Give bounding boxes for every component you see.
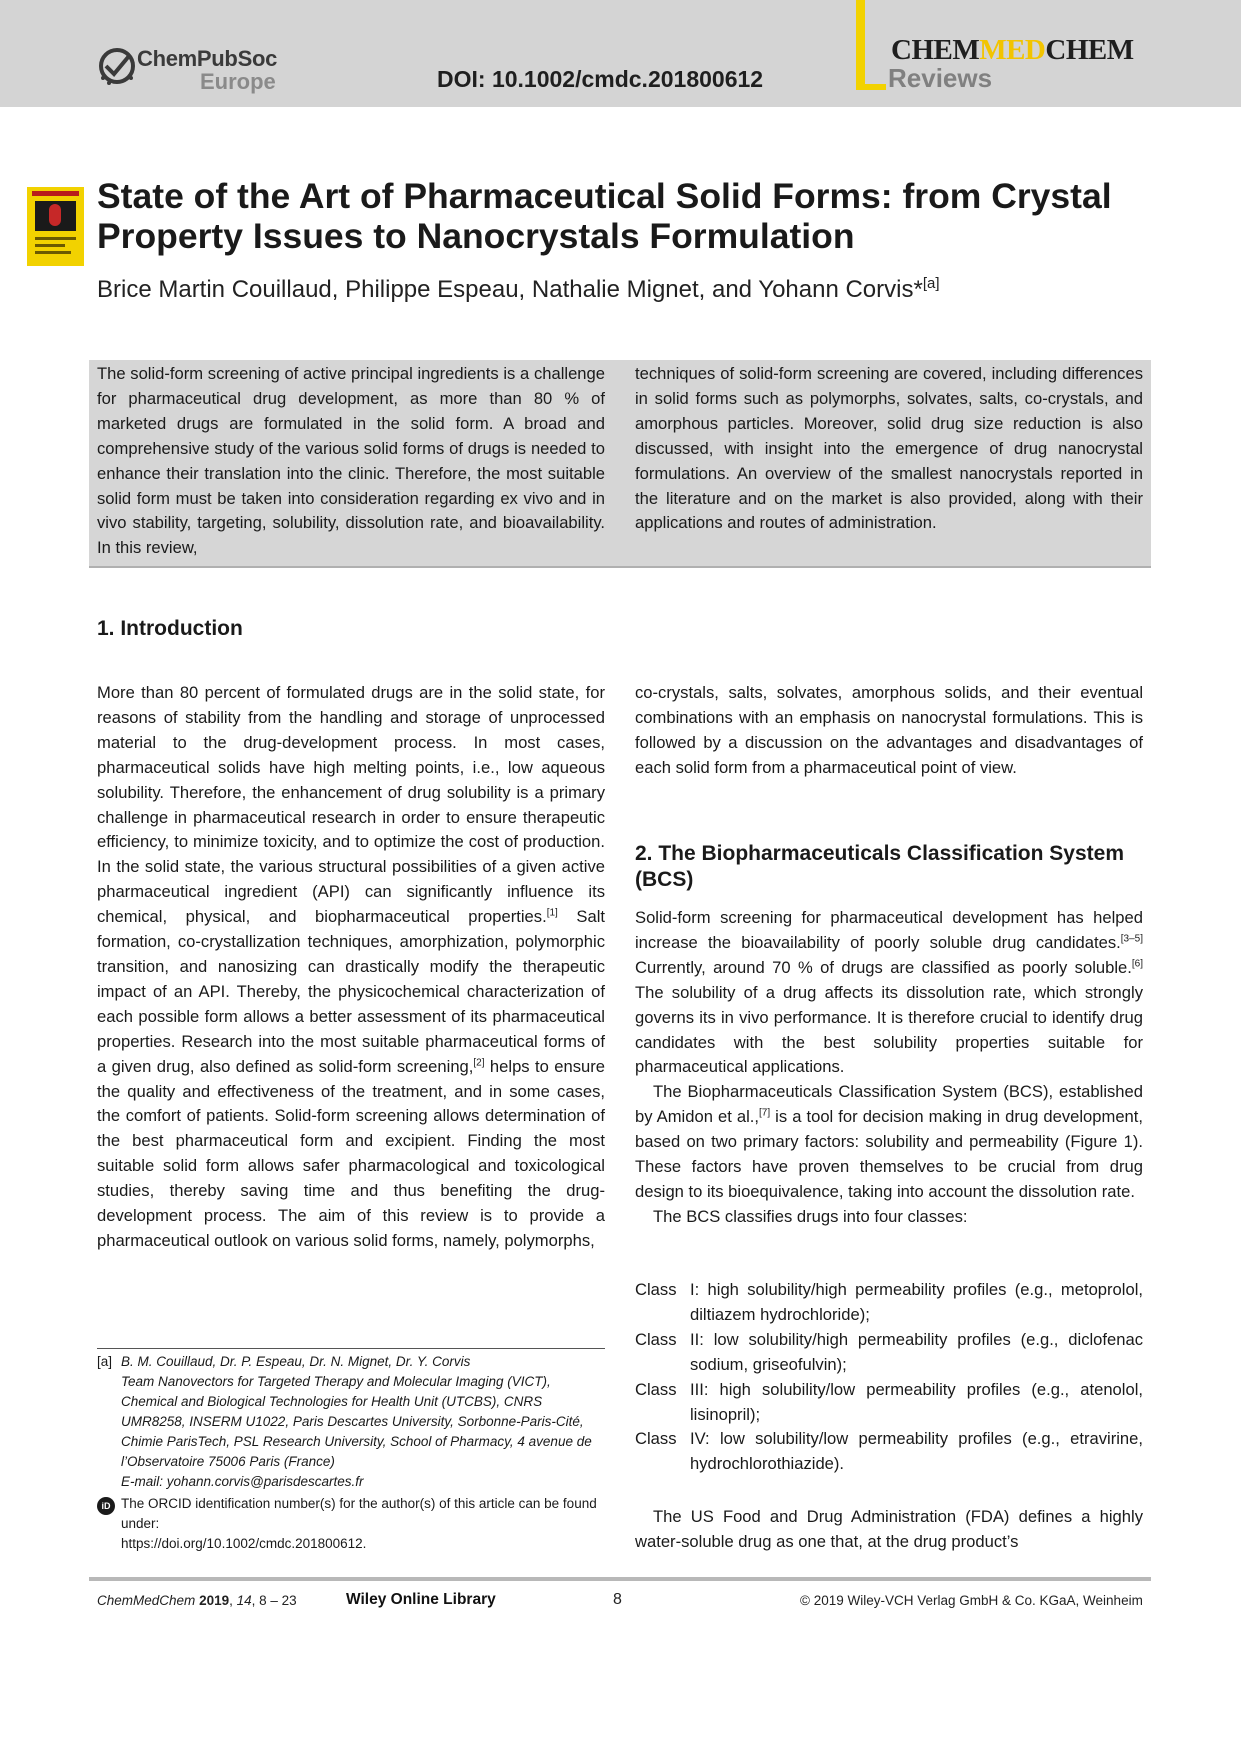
orcid-text: The ORCID identification number(s) for the author(s) of this article can be found under: [121,1496,597,1531]
class-description: IV: low solubility/low permeability profiles (e.g., etravirine, hydrochlorothiazide). [690,1429,1143,1474]
bcs-text-d: The Biopharmaceuticals Classification System (BCS), established by Amidon et al., [635,1082,1143,1127]
bcs-text-b: Currently, around 70 % of drugs are classified as poorly soluble. [635,957,1132,977]
fda-paragraph [635,1505,1143,1555]
orcid-note [121,1494,605,1554]
article-authors [97,275,940,304]
footnote-label: [a] [97,1354,113,1369]
list-item [635,1427,1143,1477]
class-key: Class [635,1379,677,1399]
fda-text: The US Food and Drug Administration (FDA) defines a highly water-soluble drug as one that, at the drug product’s [635,1507,1143,1551]
introduction-body [97,681,605,1254]
publisher-name: ChemPubSoc [137,46,278,71]
article-title: State of the Art of Pharmaceutical Solid Forms: from Crystal Property Issues to Nanocrystals Formulation [97,176,1112,256]
footnote-email[interactable]: E-mail: yohann.corvis@parisdescartes.fr [121,1474,364,1489]
citation-ref[interactable]: [1] [546,907,558,919]
journal-accent-bar [856,0,865,90]
author-list: Brice Martin Couillaud, Philippe Espeau, Nathalie Mignet, and Yohann Corvis* [97,276,923,303]
bcs-text-c: The solubility of a drug affects its dissolution rate, which strongly governs its in vivo performance. It is therefore crucial to identify drug candidates with the best solubility properties suitable for pharmaceutical applications. [635,982,1143,1077]
citation-ref[interactable]: [7] [759,1107,771,1119]
class-description: II: low solubility/high permeability profiles (e.g., diclofenac sodium, griseofulvin); [690,1329,1143,1374]
footer-divider [89,1577,1151,1581]
wiley-online-library-link[interactable]: Wiley Online Library [346,1591,496,1608]
orcid-link[interactable]: https://doi.org/10.1002/cmdc.201800612. [121,1536,367,1551]
orcid-icon: iD [97,1497,115,1515]
bcs-class-list [635,1278,1143,1477]
citation-ref[interactable]: [3–5] [1120,933,1143,945]
class-key: Class [635,1329,677,1349]
journal-accent-foot [856,84,886,90]
publisher-region: Europe [200,69,276,94]
bcs-paragraph-3: The BCS classifies drugs into four classes: [653,1206,968,1226]
list-item [635,1378,1143,1428]
chempubsoc-logo-icon [97,46,137,86]
footnote-affiliation: Team Nanovectors for Targeted Therapy and Molecular Imaging (VICT), Chemical and Biological Technologies for Health Unit (UTCBS), CNRS UMR8258, INSERM U1022, Paris Descartes University, Sorbonne-Paris-Cité, Chimie ParisTech, PSL Research University, School of Pharmacy, 4 avenue de l’Observatoire 75006 Paris (France) [121,1374,592,1469]
citation-ref[interactable]: [6] [1131,958,1143,970]
intro-text-b: Salt formation, co-crystallization techniques, amorphization, polymorphic transition, and nanosizing can drastically modify the therapeutic impact of an API. Thereby, the physicochemical characterization of each possible form allows a better assessment of its pharmaceutical properties. Research into the most suitable pharmaceutical forms of a given drug, also defined as solid-form screening, [97,907,605,1076]
class-description: III: high solubility/low permeability profiles (e.g., atenolol, lisinopril); [690,1379,1143,1424]
section-label: Reviews [888,63,993,93]
bcs-body [635,906,1143,1230]
journal-name-part3: CHEM [1045,34,1134,66]
journal-name-part1: CHEM [891,34,980,66]
bcs-text-e: is a tool for decision making in drug development, based on two primary factors: solubility and permeability (Figure 1). These factors have proven themselves to be crucial from drug design to its bioequivalence, taking into account the dissolution rate. [635,1107,1144,1201]
abstract-left-column [97,362,605,561]
bcs-text-a: Solid-form screening for pharmaceutical development has helped increase the bioavailability of poorly soluble drug candidates. [635,908,1143,952]
introduction-paragraph [97,681,605,1254]
abstract-right-column [635,362,1143,536]
intro-continued-text: co-crystals, salts, solvates, amorphous solids, and their eventual combinations with an emphasis on nanocrystal formulations. This is followed by a discussion on the advantages and disadvantages of each solid form from a pharmaceutical point of view. [635,683,1143,777]
footer-pages: , 8 – 23 [251,1593,297,1608]
class-key: Class [635,1280,677,1299]
citation-ref[interactable]: [2] [473,1057,485,1069]
abstract-text-left: The solid-form screening of active principal ingredients is a challenge for pharmaceutical drug development, as more than 80 % of marketed drugs are formulated in the solid form. A broad and comprehensive study of the various solid forms of drugs is needed to enhance their translation into the clinic. Therefore, the most suitable solid form must be taken into consideration regarding ex vivo and in vivo stability, targeting, solubility, dissolution rate, and bioavailability. In this review, [97,364,605,558]
page-number: 8 [613,1591,622,1608]
introduction-continued [635,681,1143,781]
list-item [635,1328,1143,1378]
footnote-names: B. M. Couillaud, Dr. P. Espeau, Dr. N. Mignet, Dr. Y. Corvis [121,1354,471,1369]
footer-year: 2019 [199,1593,230,1608]
bcs-heading: 2. The Biopharmaceuticals Classification System (BCS) [635,842,1125,891]
copyright-notice: © 2019 Wiley-VCH Verlag GmbH & Co. KGaA, Weinheim [800,1593,1143,1608]
introduction-heading: 1. Introduction [97,617,243,640]
class-key: Class [635,1429,677,1449]
intro-text-a: More than 80 percent of formulated drugs are in the solid state, for reasons of stability from the handling and storage of unprocessed material to the drug-development process. In most cases, pharmaceutical solids have high melting points, i.e., low aqueous solubility. Therefore, the enhancement of drug solubility is a primary challenge in pharmaceutical research in order to ensure therapeutic efficiency, to minimize toxicity, and to optimize the cost of production. In the solid state, the various structural possibilities of a given active pharmaceutical ingredient (API) can significantly influence its chemical, physical, and biopharmaceutical properties. [97,683,605,927]
bcs-paragraph-1 [635,906,1143,1080]
affiliation-footnote [97,1352,605,1492]
class-description: I: high solubility/high permeability profiles (e.g., metoprolol, diltiazem hydrochloride); [690,1280,1143,1324]
footer-volume: 14 [236,1593,252,1608]
journal-name-part2: MED [979,34,1046,66]
footer-citation: ChemMedChem 2019, 14, 8 – 23 [97,1593,297,1608]
footer-journal-name: ChemMedChem [97,1593,196,1608]
list-item [635,1278,1143,1328]
bcs-paragraph-2 [635,1080,1143,1205]
footnote-divider [97,1348,605,1349]
intro-text-c: helps to ensure the quality and effectiveness of the treatment, and in some cases, the comfort of patients. Solid-form screening allows determination of the best pharmaceutical form and excipient. Finding the most suitable solid form allows safer pharmacological and toxicological studies, thereby saving time and thus benefiting the drug-development process. The aim of this review is to provide a pharmaceutical outlook on various solid forms, namely, polymorphs, [97,1056,605,1250]
doi-label: DOI: 10.1002/cmdc.201800612 [437,66,764,92]
journal-cover-thumbnail [27,187,84,266]
affiliation-mark: [a] [922,275,940,292]
abstract-text-right: techniques of solid-form screening are covered, including differences in solid forms such as polymorphs, solvates, salts, co-crystals, and amorphous particles. Moreover, solid drug size reduction is also discussed, with insight into the emergence of drug nanocrystal formulations. An overview of the smallest nanocrystals reported in the literature and on the market is also provided, along with their applications and routes of administration. [635,364,1143,533]
